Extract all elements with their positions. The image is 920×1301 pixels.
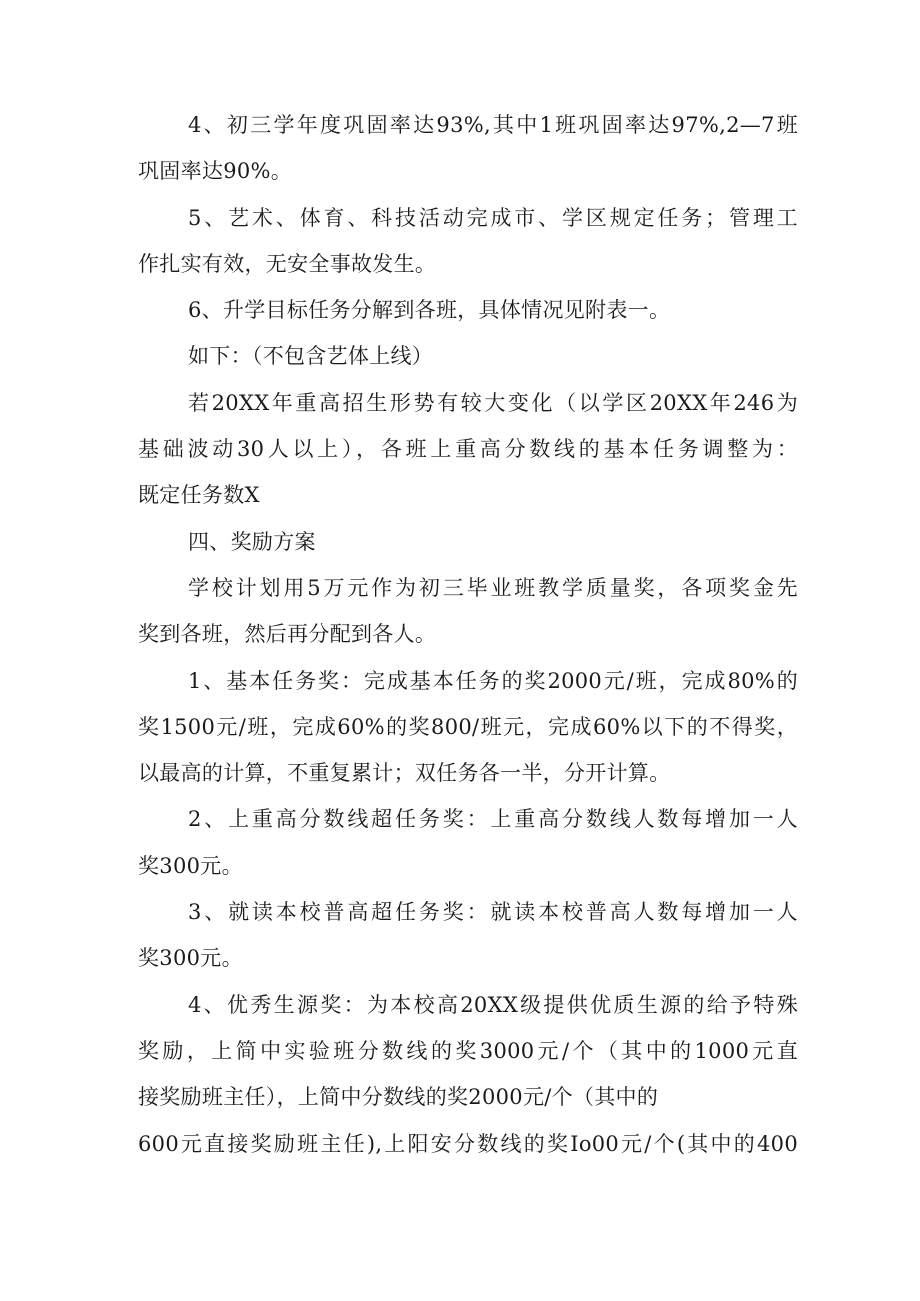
text-line: 奖300元。 [138,853,243,878]
text-line: 2、上重高分数线超任务奖：上重高分数线人数每增加一人 [188,807,798,832]
text-line: 奖励，上简中实验班分数线的奖3000元/个（其中的1000元直 [138,1038,798,1063]
section-heading: 四、奖励方案 [188,529,316,554]
text-line: 6、升学目标任务分解到各班，具体情况见附表一。 [188,298,671,323]
text-line: 4、优秀生源奖：为本校高20XX级提供优质生源的给予特殊 [188,992,798,1017]
text-line: 3、就读本校普高超任务奖：就读本校普高人数每增加一人 [188,900,798,925]
text-line: 巩固率达90%。 [138,159,293,184]
text-line: 学校计划用5万元作为初三毕业班教学质量奖，各项奖金先 [188,575,798,600]
text-line: 4、初三学年度巩固率达93%,其中1班巩固率达97%,2—7班 [188,113,798,137]
text-line: 若20XX年重高招生形势有较大变化（以学区20XX年246为 [188,390,798,415]
document-body [138,102,798,1167]
text-line: 如下：（不包含艺体上线） [188,344,434,369]
text-line: 奖1500元/班，完成60%的奖800/班元，完成60%以下的不得奖， [138,714,798,739]
text-line: 1、基本任务奖：完成基本任务的奖2000元/班，完成80%的 [188,668,798,693]
text-line: 以最高的计算，不重复累计；双任务各一半，分开计算。 [138,761,671,786]
text-line: 接奖励班主任），上简中分数线的奖2000元/个（其中的 [138,1085,659,1110]
text-line: 600元直接奖励班主任),上阳安分数线的奖Io00元/个(其中的400 [138,1131,798,1156]
text-line: 既定任务数X [138,483,260,508]
text-line: 奖到各班，然后再分配到各人。 [138,622,437,647]
text-line: 5、艺术、体育、科技活动完成市、学区规定任务；管理工 [188,205,798,230]
text-line: 奖300元。 [138,946,243,971]
text-line: 作扎实有效，无安全事故发生。 [138,251,437,276]
text-line: 基础波动30人以上），各班上重高分数线的基本任务调整为： [138,437,798,462]
